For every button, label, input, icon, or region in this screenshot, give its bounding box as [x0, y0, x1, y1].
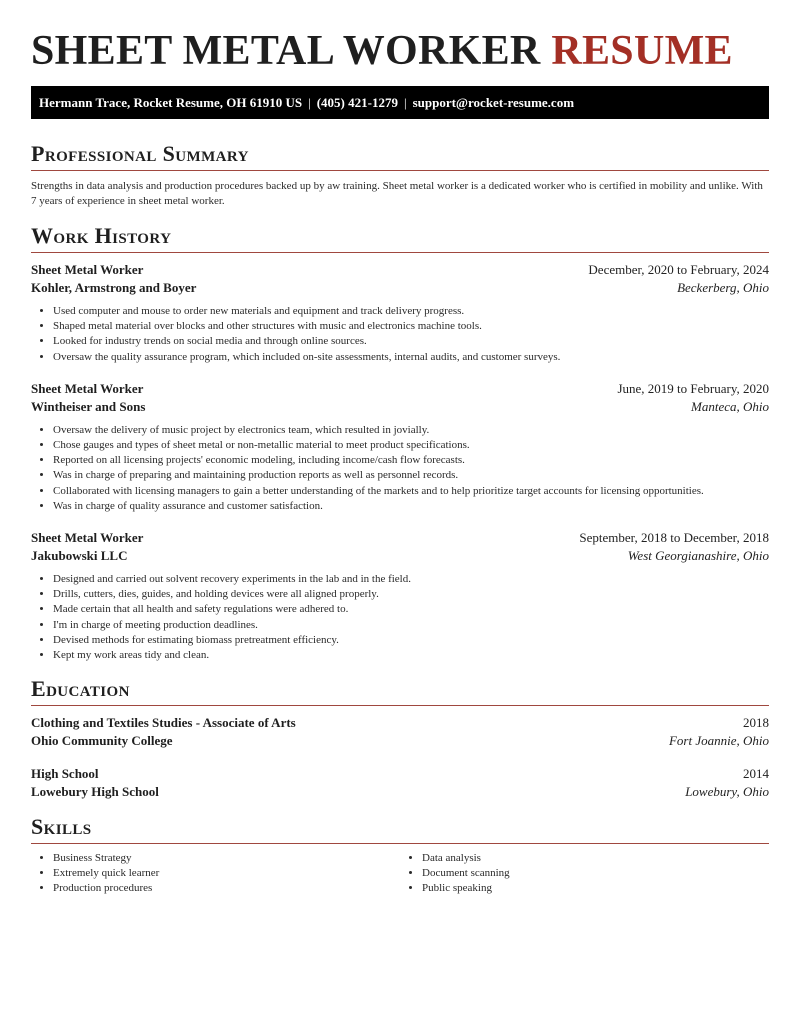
job-duty: • Designed and carried out solvent recovery experiments in the lab and in the field. [53, 572, 769, 587]
job-duty: • Devised methods for estimating biomass pretreatment efficiency. [53, 633, 769, 648]
education-degree: High School [31, 766, 99, 782]
job-title: Sheet Metal Worker [31, 262, 144, 277]
job-duty: • Was in charge of quality assurance and customer satisfaction. [53, 499, 769, 514]
section-divider [31, 252, 769, 253]
contact-address: Hermann Trace, Rocket Resume, OH 61910 US [39, 95, 303, 110]
job-duty: • Oversaw the quality assurance program, which included on-site assessments, internal audits, and customer surveys. [53, 350, 769, 365]
section-divider [31, 170, 769, 171]
job-company: Wintheiser and Sons [31, 398, 146, 414]
job-duty: • Looked for industry trends on social media and through online sources. [53, 334, 769, 349]
summary-text: Strengths in data analysis and production procedures backed up by aw training. Sheet metal worker is a dedicated worker who is certified in mobility and unlike. With 7 years of experience in sheet metal worker. [31, 180, 763, 207]
job-duty: • Used computer and mouse to order new materials and equipment and track delivery progress. [53, 304, 769, 319]
job-entry [31, 380, 769, 514]
education-degree: Clothing and Textiles Studies - Associate of Arts [31, 715, 296, 731]
job-duty: • I'm in charge of meeting production deadlines. [53, 618, 769, 633]
skill-item: • Document scanning [422, 866, 769, 881]
job-entry [31, 261, 769, 365]
education-section [31, 676, 769, 801]
contact-separator: | [403, 95, 407, 110]
job-dates: September, 2018 to December, 2018 [579, 530, 769, 546]
work-history-heading: Work History [31, 223, 172, 248]
contact-phone[interactable]: (405) 421-1279 [316, 95, 398, 110]
education-heading: Education [31, 676, 130, 702]
job-entry [31, 529, 769, 663]
skills-list-left [31, 851, 400, 895]
section-divider [31, 843, 769, 844]
job-duty: • Made certain that all health and safety regulations were adhered to. [53, 602, 769, 617]
job-duty: • Kept my work areas tidy and clean. [53, 648, 769, 663]
skill-item: • Business Strategy [53, 851, 400, 866]
skill-item: • Production procedures [53, 881, 400, 896]
work-history-section [31, 223, 769, 663]
skills-list-right [400, 851, 769, 895]
education-entry [31, 714, 769, 750]
title-main: SHEET METAL WORKER [31, 28, 541, 74]
job-duty: • Reported on all licensing projects' economic modeling, including income/cash flow forecasts. [53, 453, 769, 468]
job-location: Manteca, Ohio [691, 398, 769, 414]
job-company: Kohler, Armstrong and Boyer [31, 280, 197, 295]
section-divider [31, 705, 769, 706]
job-duty: • Drills, cutters, dies, guides, and holding devices were all aligned properly. [53, 587, 769, 602]
education-location: Fort Joannie, Ohio [668, 733, 769, 749]
job-dates: December, 2020 to February, 2024 [588, 262, 769, 277]
contact-separator: | [308, 95, 311, 110]
skill-item: • Public speaking [422, 881, 769, 896]
job-duty: • Chose gauges and types of sheet metal or non-metallic material to meet product specifications. [53, 438, 769, 453]
skill-item: • Extremely quick learner [53, 866, 400, 881]
skills-columns [31, 851, 769, 895]
education-year: 2018 [743, 715, 769, 731]
job-duty: • Collaborated with licensing managers to gain a better understanding of the markets and to help prioritize target accounts for licensing opportunities. [53, 484, 769, 499]
resume-title [31, 0, 769, 79]
skills-section [31, 814, 769, 895]
job-title: Sheet Metal Worker [31, 530, 144, 546]
education-location: Lowebury, Ohio [685, 784, 769, 800]
title-accent: RESUME [551, 28, 733, 74]
summary-heading: Professional Summary [31, 141, 249, 166]
contact-bar [31, 86, 769, 119]
job-location: Beckerberg, Ohio [677, 280, 769, 295]
job-dates: June, 2019 to February, 2020 [617, 380, 769, 396]
job-duties [31, 572, 769, 663]
job-title: Sheet Metal Worker [31, 380, 144, 396]
education-school: Lowebury High School [31, 784, 159, 800]
contact-email[interactable]: support@rocket-resume.com [412, 95, 575, 110]
summary-section [31, 141, 769, 209]
education-entry [31, 765, 769, 801]
education-year: 2014 [743, 766, 769, 782]
job-company: Jakubowski LLC [31, 548, 128, 564]
skill-item: • Data analysis [422, 851, 769, 866]
job-duty: • Oversaw the delivery of music project by electronics team, which resulted in jovially. [53, 423, 769, 438]
job-duty: • Was in charge of preparing and maintaining production reports as well as personnel records. [53, 468, 769, 483]
job-location: West Georgianashire, Ohio [627, 548, 769, 564]
job-duties [31, 304, 769, 365]
education-school: Ohio Community College [31, 733, 173, 749]
job-duties [31, 423, 769, 514]
job-duty: • Shaped metal material over blocks and other structures with music and electronics machine tools. [53, 319, 769, 334]
skills-heading: Skills [31, 814, 92, 840]
